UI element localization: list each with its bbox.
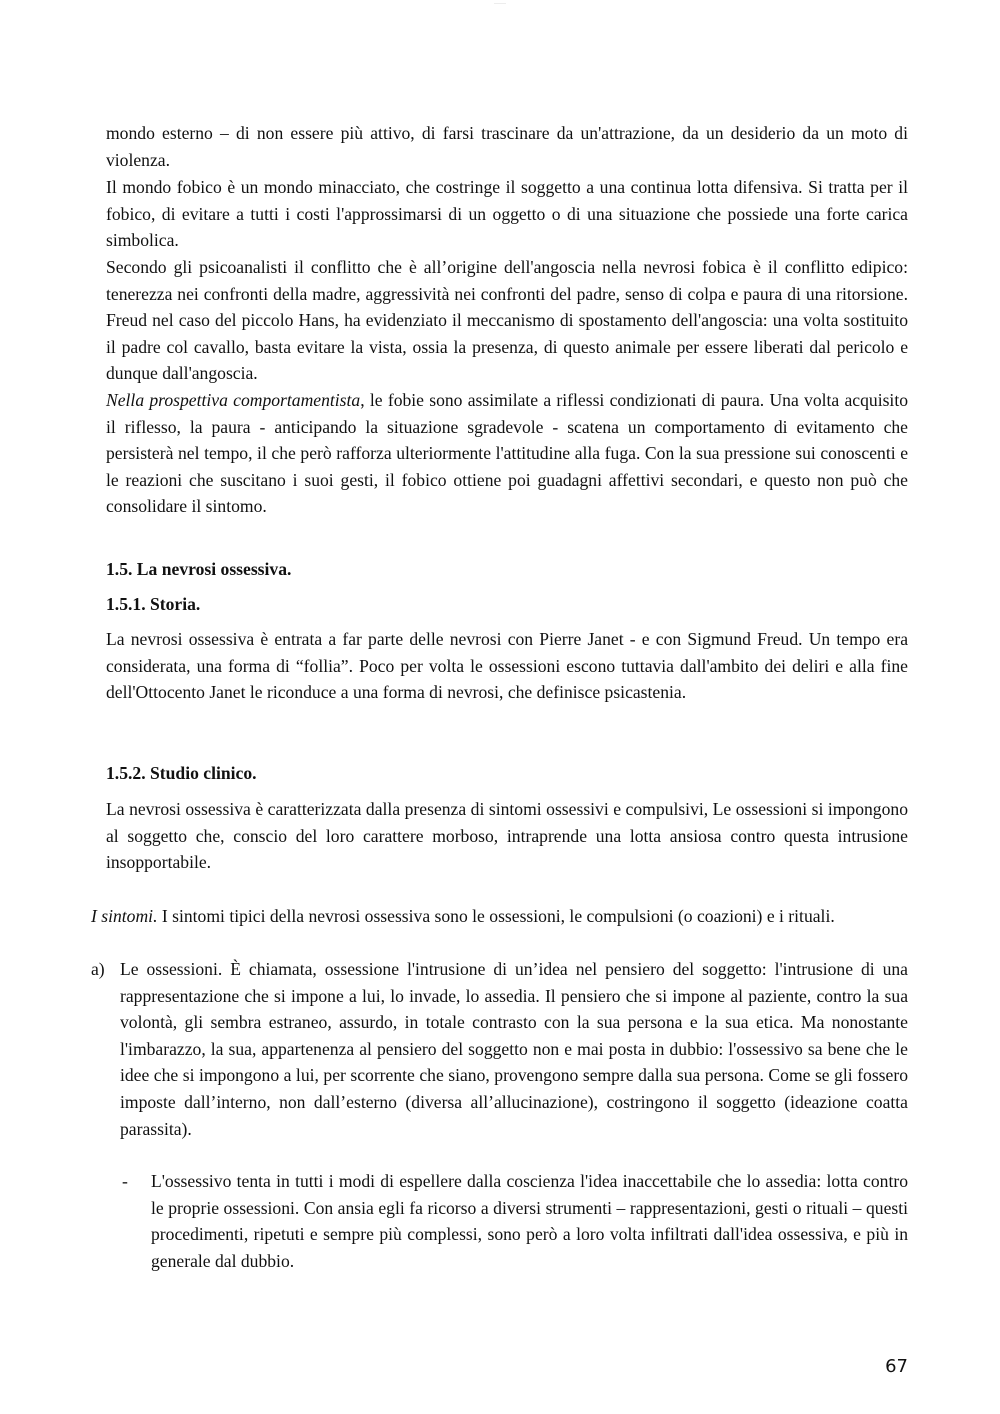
paragraph-storia: La nevrosi ossessiva è entrata a far parte delle nevrosi con Pierre Janet - e con Sigmund Freud. Un tempo era considerata, una forma di “follia”. Poco per volta le ossessioni escono tuttavia dall'ambito dei deliri e alla fine dell'Ottocento Janet le riconduce a una forma di nevrosi, che definisce psicastenia.: [106, 629, 908, 703]
list-label-a: a): [91, 959, 105, 979]
paragraph-text: , le fobie sono assimilate a riflessi condizionati di paura. Una volta acquisito il riflesso, la paura - anticipando la situazione sgradevole - scatena un comportamento di evitamento che persisterà nel tempo, il che però rafforza ulteriormente l'attitudine alla fuga. Con la sua pressione sui conoscenti e le reazioni che suscitano i suoi gesti, il fobico ottiene poi guadagni affettivi secondari, e questo non può che consolidare il sintomo.: [106, 390, 909, 517]
list-subitem-espellere: L'ossessivo tenta in tutti i modi di espellere dalla coscienza l'idea inaccettabile che lo assedia: lotta contro le proprie ossessioni. Con ansia egli fa ricorso a diversi strumenti – rappresentazioni, gesti o rituali – questi procedimenti, ripetuti e sempre più complessi, sono però a loro volta infiltrati dall'idea ossessiva, e più in generale dal dubbio.: [151, 1171, 908, 1271]
italic-lead: I sintomi.: [91, 906, 158, 926]
list-item-ossessioni: Le ossessioni. È chiamata, ossessione l'intrusione di un’idea nel pensiero del soggetto: l'intrusione di una rappresentazione che si impone a lui, lo invade, lo assedia. Il pensiero che si impone al paziente, contro la sua volontà, gli sembra estraneo, assurdo, in totale contrasto con la sua persona e la sua etica. Ma nonostante l'imbarazzo, la sua, appartenenza al pensiero del soggetto non e mai posta in dubbio: l'ossessivo sa bene che le idee che si impongono a lui, per scorrente che siano, provengono sempre dalla sua persona. Come se gli fossero imposte dall’interno, non dall’esterno (diversa all’allucinazione), costringono il soggetto (ideazione coatta parassita).: [120, 959, 908, 1139]
page-number: 67: [885, 1356, 908, 1377]
section-heading-1-5-1: 1.5.1. Storia.: [106, 594, 201, 614]
running-head: ________: [494, 0, 506, 4]
paragraph-sintomi: [91, 903, 908, 930]
paragraph-psicoanalisti: Secondo gli psicoanalisti il conflitto che è all’origine dell'angoscia nella nevrosi fobica è il conflitto edipico: tenerezza nei confronti della madre, aggressività nei confronti del padre, senso di colpa e paura di una ritorsione. Freud nel caso del piccolo Hans, ha evidenziato il meccanismo di spostamento dell'angoscia: una volta sostituito il padre col cavallo, basta evitare la vista, ossia la presenza, di questo animale per essere liberati dal pericolo e dunque dall'angoscia.: [106, 257, 908, 384]
section-heading-1-5: 1.5. La nevrosi ossessiva.: [106, 559, 292, 579]
paragraph-mondo-esterno: mondo esterno – di non essere più attivo, di farsi trascinare da un'attrazione, da un desiderio da un moto di violenza.: [106, 123, 908, 170]
paragraph-comportamentista: [106, 387, 908, 520]
paragraph-text: I sintomi tipici della nevrosi ossessiva sono le ossessioni, le compulsioni (o coazioni) e i rituali.: [157, 906, 835, 926]
paragraph-mondo-fobico: Il mondo fobico è un mondo minacciato, che costringe il soggetto a una continua lotta difensiva. Si tratta per il fobico, di evitare a tutti i costi l'approssimarsi di un oggetto o di una situazione che possiede una forte carica simbolica.: [106, 177, 908, 251]
section-heading-1-5-2: 1.5.2. Studio clinico.: [106, 763, 257, 783]
list-dash: -: [122, 1171, 128, 1191]
italic-lead: Nella prospettiva comportamentista: [106, 390, 361, 410]
paragraph-studio-clinico: La nevrosi ossessiva è caratterizzata dalla presenza di sintomi ossessivi e compulsivi, Le ossessioni si impongono al soggetto che, conscio del loro carattere morboso, intraprende una lotta ansiosa contro questa intrusione insopportabile.: [106, 799, 908, 873]
